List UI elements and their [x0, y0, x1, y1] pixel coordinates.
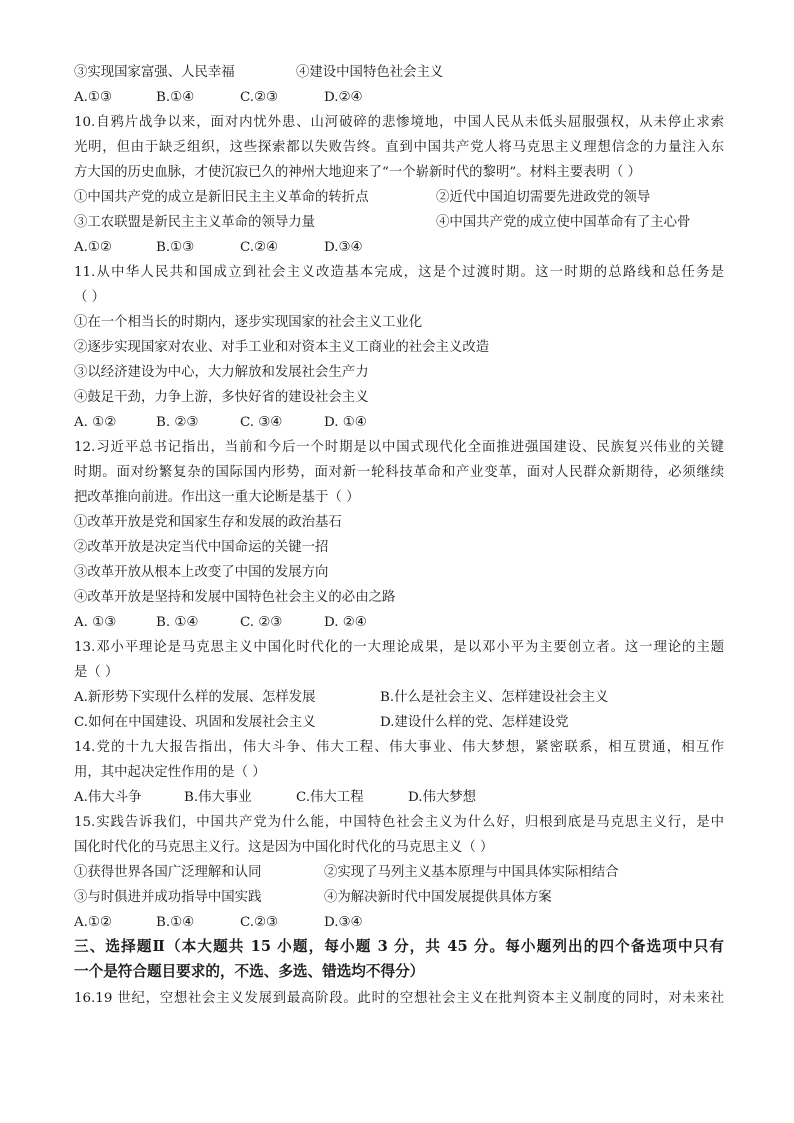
q10-stem-line-1: 10.自鸦片战争以来，面对内忧外患、山河破碎的悲惨境地，中国人民从未低头屈服强权，从未停止求索	[74, 115, 724, 130]
q11-option-4: ④鼓足干劲，力争上游，多快好省的建设社会主义	[74, 390, 369, 405]
q10-answer-a: A.①②	[74, 240, 112, 255]
q15-option-2: ②实现了马列主义基本原理与中国具体实际相结合	[324, 865, 619, 880]
q10-option-1: ①中国共产党的成立是新旧民主主义革命的转折点	[74, 190, 369, 205]
q10-option-3: ③工农联盟是新民主主义革命的领导力量	[74, 215, 316, 230]
q15-answer-c: C.②③	[240, 915, 279, 930]
q9-answers	[74, 85, 724, 110]
q9-options-row-2	[74, 60, 724, 85]
q12-answer-b: B. ①④	[156, 615, 199, 630]
q11-option-1: ①在一个相当长的时期内，逐步实现国家的社会主义工业化	[74, 315, 423, 330]
q13-options-row-2	[74, 710, 724, 735]
q16-stem-line-1: 16.19 世纪，空想社会主义发展到最高阶段。此时的空想社会主义在批判资本主义制度的同时，对未来社	[74, 991, 724, 1006]
q14-stem-line-1: 14.党的十九大报告指出，伟大斗争、伟大工程、伟大事业、伟大梦想，紧密联系，相互贯通，相互作	[74, 740, 724, 755]
q12-answer-a: A. ①③	[74, 615, 117, 630]
q10-stem-line-3: 方大国的历史血脉，才使沉寂已久的神州大地迎来了“一个崭新时代的黎明”。材料主要表明（ ）	[74, 165, 641, 180]
q11-answer-a: A. ①②	[74, 415, 117, 430]
q15-answer-d: D.③④	[324, 915, 363, 930]
q10-options-row-1	[74, 185, 724, 210]
q10-answer-d: D.③④	[324, 240, 363, 255]
q14-answer-b: B.伟大事业	[184, 790, 252, 805]
q11-answer-b: B. ②③	[156, 415, 199, 430]
q15-stem-line-2: 国化时代化的马克思主义行。这是因为中国化时代化的马克思主义（ ）	[74, 840, 494, 855]
q12-answer-d: D. ②④	[324, 615, 367, 630]
q10-options-row-2	[74, 210, 724, 235]
q12-option-3: ③改革开放从根本上改变了中国的发展方向	[74, 565, 329, 580]
q11-stem-line-1: 11.从中华人民共和国成立到社会主义改造基本完成，这是个过渡时期。这一时期的总路线和总任务是	[74, 265, 724, 280]
q11-answer-c: C. ③④	[240, 415, 283, 430]
section-3-heading-line-1: 三、选择题Ⅱ（本大题共 15 小题，每小题 3 分，共 45 分。每小题列出的四个备选项中只有	[74, 938, 724, 955]
q15-option-4: ④为解决新时代中国发展提供具体方案	[324, 890, 552, 905]
q11-option-2: ②逐步实现国家对农业、对手工业和对资本主义工商业的社会主义改造	[74, 340, 490, 355]
q12-option-4: ④改革开放是坚持和发展中国特色社会主义的必由之路	[74, 590, 396, 605]
q10-option-2: ②近代中国迫切需要先进政党的领导	[436, 190, 651, 205]
q13-stem-line-1: 13.邓小平理论是马克思主义中国化时代化的一大理论成果，是以邓小平为主要创立者。这一理论的主题	[74, 640, 724, 655]
q10-answer-c: C.②④	[240, 240, 279, 255]
q10-answers	[74, 235, 724, 260]
q10-option-4: ④中国共产党的成立使中国革命有了主心骨	[436, 215, 691, 230]
q15-option-1: ①获得世界各国广泛理解和认同	[74, 865, 262, 880]
q14-answer-d: D.伟大梦想	[408, 790, 477, 805]
q12-answer-c: C. ②③	[240, 615, 283, 630]
q14-answer-c: C.伟大工程	[296, 790, 364, 805]
q13-option-b: B.什么是社会主义、怎样建设社会主义	[380, 690, 609, 705]
q12-stem-line-3: 把改革推向前进。作出这一重大论断是基于（ ）	[74, 490, 360, 505]
q9-answer-b: B.①④	[156, 90, 195, 105]
q14-answer-a: A.伟大斗争	[74, 790, 142, 805]
q9-answer-c: C.②③	[240, 90, 279, 105]
q9-answer-d: D.②④	[324, 90, 363, 105]
q12-option-1: ①改革开放是党和国家生存和发展的政治基石	[74, 515, 342, 530]
section-3-heading-line-2: 一个是符合题目要求的，不选、多选、错选均不得分）	[74, 963, 425, 980]
q12-stem-line-2: 时期。面对纷繁复杂的国际国内形势，面对新一轮科技革命和产业变革，面对人民群众新期待，必须继续	[74, 465, 724, 480]
q15-options-row-2	[74, 885, 724, 910]
q13-option-a: A.新形势下实现什么样的发展、怎样发展	[74, 690, 316, 705]
q11-answers	[74, 410, 724, 435]
q11-option-3: ③以经济建设为中心，大力解放和发展社会生产力	[74, 365, 369, 380]
q15-answer-a: A.①②	[74, 915, 112, 930]
q14-answers	[74, 785, 724, 810]
q11-stem-line-2: （ ）	[74, 290, 106, 305]
q13-option-c: C.如何在中国建设、巩固和发展社会主义	[74, 715, 316, 730]
q15-options-row-1	[74, 860, 724, 885]
q10-answer-b: B.①③	[156, 240, 195, 255]
q10-stem-line-2: 光明，但由于缺乏组织，这些探索都以失败告终。直到中国共产党人将马克思主义理想信念的力量注入东	[74, 140, 724, 155]
q13-option-d: D.建设什么样的党、怎样建设党	[380, 715, 569, 730]
q15-stem-line-1: 15.实践告诉我们，中国共产党为什么能，中国特色社会主义为什么好，归根到底是马克思主义行，是中	[74, 815, 724, 830]
q15-answer-b: B.①④	[156, 915, 195, 930]
q14-stem-line-2: 用，其中起决定性作用的是（ ）	[74, 765, 266, 780]
q9-answer-a: A.①③	[74, 90, 112, 105]
q15-option-3: ③与时俱进并成功指导中国实践	[74, 890, 262, 905]
q9-option-4: ④建设中国特色社会主义	[296, 65, 444, 80]
q9-option-3: ③实现国家富强、人民幸福	[74, 65, 235, 80]
q15-answers	[74, 910, 724, 935]
q12-stem-line-1: 12.习近平总书记指出，当前和今后一个时期是以中国式现代化全面推进强国建设、民族复兴伟业的关键	[74, 440, 724, 455]
q13-stem-line-2: 是（ ）	[74, 665, 119, 680]
q13-options-row-1	[74, 685, 724, 710]
q11-answer-d: D. ①④	[324, 415, 367, 430]
q12-answers	[74, 610, 724, 635]
q12-option-2: ②改革开放是决定当代中国命运的关键一招	[74, 540, 329, 555]
